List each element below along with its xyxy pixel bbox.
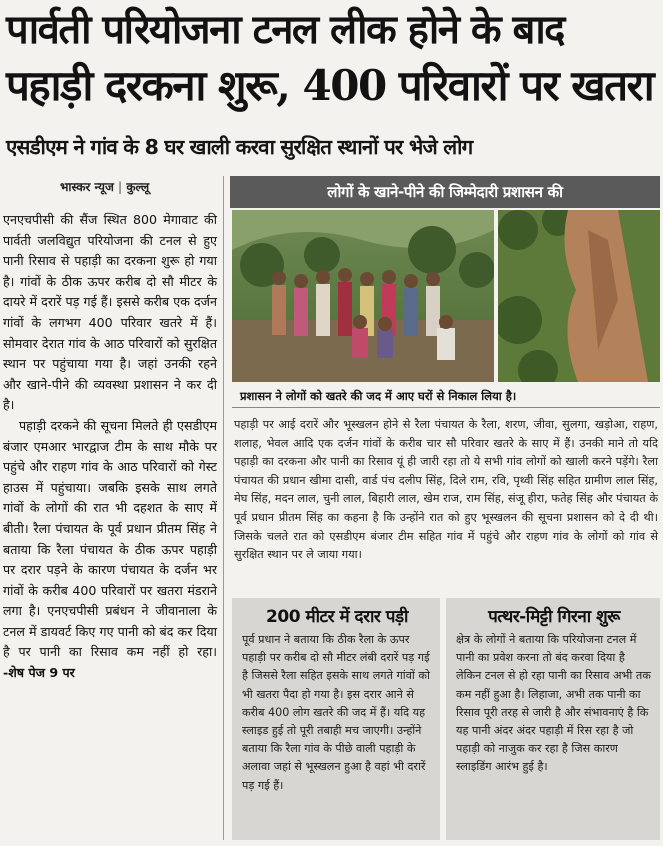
article-paragraph-2-text: पहाड़ी दरकने की सूचना मिलते ही एसडीएम बंजार एमआर भारद्वाज टीम के साथ मौके पर पहुंचे और राहण गांव के आठ परिवारों को गेस्ट हाउस में पहुंचाया। जबकि इसके साथ लगते गांवों के लोगों की रात भी दहशत के साए में बीती। रैला पंचायत के पूर्व प्रधान प्रीतम सिंह ने बताया कि रैला पंचायत के ठीक ऊपर पहाड़ी पर दरार पड़ने के कारण पंचायत के दर्जन भर गांवों के करीब 400 परिवारों पर खतरा मंडराने लगा है। एनएचपीसी प्रबंधन ने जीवानाला के टनल में डायवर्ट किए गए पानी को बंद कर दिया है पर पानी का रिसाव कम नहीं हो रहा। [3, 417, 217, 660]
sidebar-box-crack [232, 598, 440, 840]
photo-caption: प्रशासन ने लोगों को खतरे की जद में आए घरों से निकाल लिया है। [232, 384, 660, 408]
continued-on-page: -शेष पेज 9 पर [3, 665, 75, 681]
article-paragraph-2 [3, 416, 217, 684]
article-paragraph-1: एनएचपीसी की सैंज स्थित 800 मेगावाट की पार्वती जलविद्युत परियोजना की टनल से हुए पानी रिसाव से पहाड़ी का दरकना शुरू हो गया है। गांवों के ठीक ऊपर करीब दो सौ मीटर के दायरे में दरारें पड़ गई हैं। इससे करीब एक दर्जन गांवों के लगभग 400 परिवार खतरे में हैं। सोमवार देरात गांव के आठ परिवारों को सुरक्षित स्थान पर पहुंचाया गया है। जहां उनकी रहने और खाने-पीने की व्यवस्था प्रशासन ने कर दी है। [3, 212, 217, 413]
photo-section-heading: लोगों के खाने-पीने की जिम्मेदारी प्रशासन की [230, 176, 660, 208]
headline-line-1: पार्वती परियोजना टनल लीक होने के बाद [6, 6, 564, 53]
box-2-title: पत्थर-मिट्टी गिरना शुरू [488, 607, 620, 627]
photo-landslide-hill [498, 210, 660, 382]
sidebar-box-falling-stones [446, 598, 660, 840]
middle-article-text: पहाड़ी पर आई दरारें और भूस्खलन होने से रैला पंचायत के रैला, शरण, जीवा, सुलगा, खड़ोआ, राहण, शलाह, भेवल आदि एक दर्जन गांवों के करीब चार सौ परिवार खतरे के साए में हैं। उनकी माने तो यदि पहाड़ी का दरकना और पानी का रिसाव यूं ही जारी रहा तो ये सभी गांव लोगों को खाली करने पड़ेंगे। रैला पंचायत की प्रधान खीमा दासी, वार्ड पंच दलीप सिंह, दिले राम, रवि, पृथ्वी सिंह सहित ग्रामीण लाल सिंह, मेघ सिंह, मदन लाल, चुनी लाल, बिहारी लाल, खेम राज, राम सिंह, संजू हीरा, फतेह सिंह और पंचायत के पूर्व प्रधान प्रीतम सिंह का कहना है कि उन्होंने रात को हुए भूस्खलन की सूचना प्रशासन को दे दी थी। जिसके चलते रात को एसडीएम बंजार टीम सहित गांव में पहुंचे और राहण गांव के लोगों को गांव से सुरक्षित स्थान पर ले जाया गया। [234, 418, 658, 562]
box-2-body: क्षेत्र के लोगों ने बताया कि परियोजना टनल में पानी का प्रवेश करना तो बंद करवा दिया है लेकिन टनल से हो रहा पानी का रिसाव अभी तक कम नहीं हुआ है। लिहाजा, अभी तक पानी का रिसाव पूरी तरह से जारी है और संभावनाएं है कि यह पानी अंदर अंदर पहाड़ी में रिस रहा है जो पहाड़ी को नाजुक कर रहा है जिस कारण स्लाइडिंग आरंभ हुई है। [456, 633, 651, 774]
byline-place: कुल्लू [126, 180, 150, 194]
byline: भास्कर न्यूज | कुल्लू [60, 180, 150, 194]
byline-source: भास्कर न्यूज [60, 180, 114, 194]
box-1-title: 200 मीटर में दरार पड़ी [266, 607, 408, 627]
subheadline: एसडीएम ने गांव के 8 घर खाली करवा सुरक्षित स्थानों पर भेजे लोग [6, 135, 473, 159]
box-1-body: पूर्व प्रधान ने बताया कि ठीक रैला के ऊपर पहाड़ी पर करीब दो सौ मीटर लंबी दरारें पड़ गई है जिससे रैला सहित इसके साथ लगते गांवों को भी खतरा पैदा हो गया है। इस दरार आने से करीब 400 लोग खतरे की जद में हैं। यदि यह स्लाइड हुई तो पूरी तबाही मच जाएगी। उन्होंने बताया कि रैला गांव के पीछे वाली पहाड़ी के अलावा जहां से भूस्खलन हुआ है वहां भी दरारें पड़ गई हैं। [242, 633, 430, 792]
left-column-article [3, 210, 217, 840]
column-divider [223, 176, 224, 840]
photo-villagers-group [232, 210, 494, 382]
headline-line-2: पहाड़ी दरकना शुरू, 400 परिवारों पर खतरा [6, 61, 654, 110]
headline [6, 2, 657, 114]
